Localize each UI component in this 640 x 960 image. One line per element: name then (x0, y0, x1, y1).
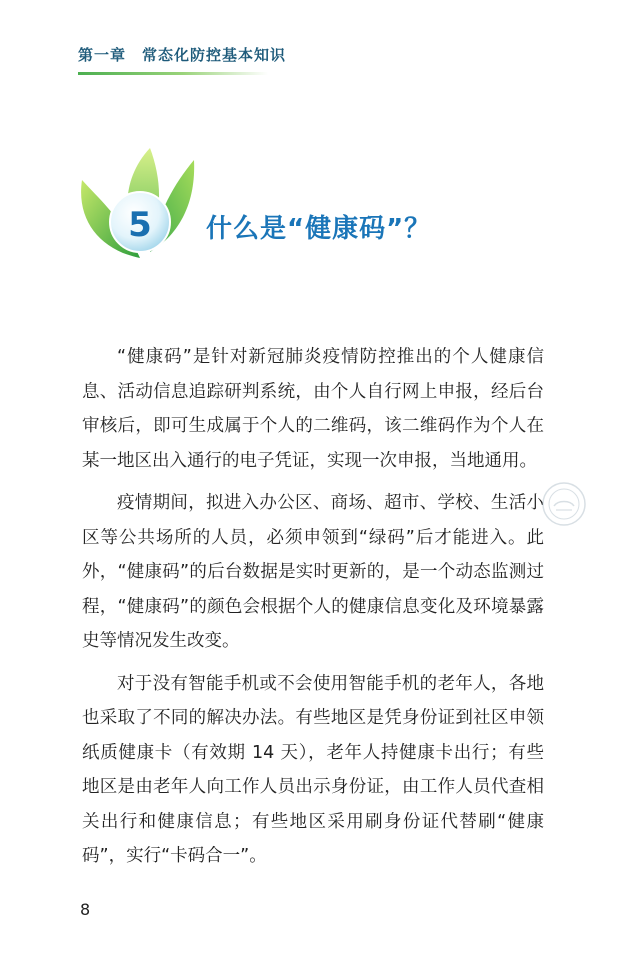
running-header-chapter: 第一章 常态化防控基本知识 (78, 46, 287, 64)
body-text (82, 340, 544, 882)
section-number: 5 (128, 205, 152, 245)
watermark-stamp-icon (540, 480, 588, 528)
paragraph-1: “健康码”是针对新冠肺炎疫情防控推出的个人健康信息、活动信息追踪研判系统，由个人自行网上申报，经后台审核后，即可生成属于个人的二维码，该二维码作为个人在某一地区出入通行的电子凭证，实现一次申报，当地通用。 (82, 347, 544, 471)
paragraph-2: 疫情期间，拟进入办公区、商场、超市、学校、生活小区等公共场所的人员，必须申领到“绿码”后才能进入。此外，“健康码”的后台数据是实时更新的，是一个动态监测过程，“健康码”的颜色会根据个人的健康信息变化及环境暴露史等情况发生改变。 (82, 493, 544, 651)
section-title: 什么是“健康码”？ (206, 214, 432, 244)
paragraph-3: 对于没有智能手机或不会使用智能手机的老年人，各地也采取了不同的解决办法。有些地区是凭身份证到社区申领纸质健康卡（有效期 14 天），老年人持健康卡出行；有些地区是由老年人向工作人员出示身份证，由工作人员代查相关出行和健康信息；有些地区采用刷身份证代替刷“健康码”，实行“卡码合一”。 (82, 673, 544, 866)
header-rule (78, 72, 268, 75)
page-number: 8 (80, 900, 91, 919)
leaf-number-badge-icon (70, 140, 200, 270)
